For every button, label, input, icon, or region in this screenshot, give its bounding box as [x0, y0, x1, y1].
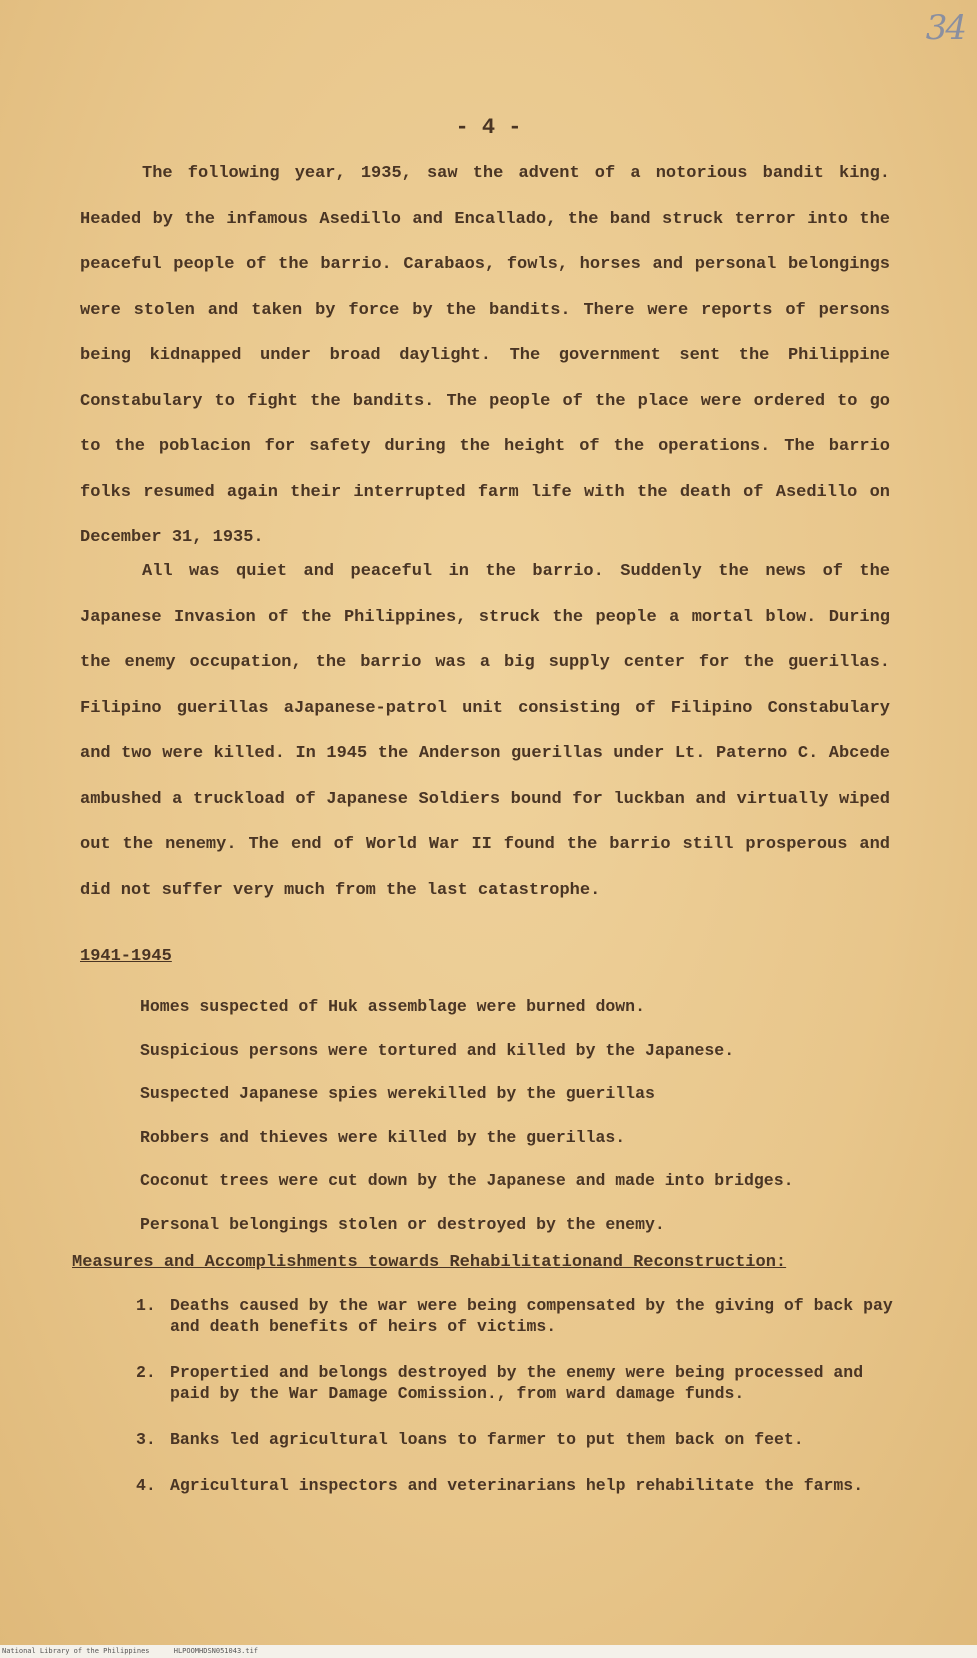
measure-text: Agricultural inspectors and veterinarians help rehabilitate the farms.: [170, 1476, 864, 1495]
event-item: Suspicious persons were tortured and killed by the Japanese.: [140, 1040, 735, 1060]
measure-item: [136, 1429, 896, 1450]
footer-file: HLPOOMHDSN051043.tif: [173, 1647, 259, 1655]
paragraph-2-text: All was quiet and peaceful in the barrio. Suddenly the news of the Japanese Invasion of the Philippines, struck the people a mortal blow. During the enemy occupation, the barrio was a big supply center for the guerillas. Filipino guerillas aJapanese-patrol unit consisting of Filipino Constabulary and two were killed. In 1945 the Anderson guerillas under Lt. Paterno C. Abcede ambushed a truckload of Japanese Soldiers bound for luckban and virtually wiped out the nenemy. The end of World War II found the barrio still prosperous and did not suffer very much from the last catastrophe.: [80, 562, 890, 900]
measure-text: Banks led agricultural loans to farmer to put them back on feet.: [170, 1430, 804, 1449]
measure-item: [136, 1475, 896, 1496]
event-item: Homes suspected of Huk assemblage were burned down.: [140, 997, 645, 1016]
event-item: Suspected Japanese spies werekilled by the guerillas: [140, 1084, 655, 1104]
event-item: Personal belongings stolen or destroyed by the enemy.: [140, 1214, 665, 1234]
measure-item: [136, 1362, 896, 1404]
event-item: Coconut trees were cut down by the Japanese and made into bridges.: [140, 1171, 794, 1191]
measure-number: 2.: [136, 1363, 156, 1382]
measures-heading: Measures and Accomplishments towards Rehabilitationand Reconstruction:: [72, 1253, 787, 1272]
page-number: - 4 -: [455, 115, 522, 140]
measure-number: 3.: [136, 1430, 156, 1449]
years-heading: 1941-1945: [80, 947, 172, 966]
paragraph-1: [80, 151, 890, 561]
events-list: [140, 985, 794, 1247]
measure-item: [136, 1295, 896, 1337]
event-item: Robbers and thieves were killed by the guerillas.: [140, 1127, 626, 1147]
measure-number: 4.: [136, 1476, 156, 1495]
corner-page-number: 34: [925, 8, 965, 48]
paragraph-1-text: The following year, 1935, saw the advent of a notorious bandit king. Headed by the infamous Asedillo and Encallado, the band struck terror into the peaceful people of the barrio. Carabaos, fowls, horses and personal belongings were stolen and taken by force by the bandits. There were reports of persons being kidnapped under broad daylight. The government sent the Philippine Constabulary to fight the bandits. The people of the place were ordered to go to the poblacion for safety during the height of the operations. The barrio folks resumed again their interrupted farm life with the death of Asedillo on December 31, 1935.: [80, 164, 890, 547]
scan-footer: [0, 1645, 977, 1658]
paragraph-2: [80, 549, 890, 913]
measure-text: Deaths caused by the war were being compensated by the giving of back pay and death benefits of heirs of victims.: [170, 1296, 893, 1336]
measures-list: [136, 1295, 896, 1521]
measure-number: 1.: [136, 1296, 156, 1315]
measure-text: Propertied and belongs destroyed by the enemy were being processed and paid by the War Damage Comission., from ward damage funds.: [170, 1363, 864, 1403]
footer-library: National Library of the Philippines: [2, 1647, 150, 1655]
